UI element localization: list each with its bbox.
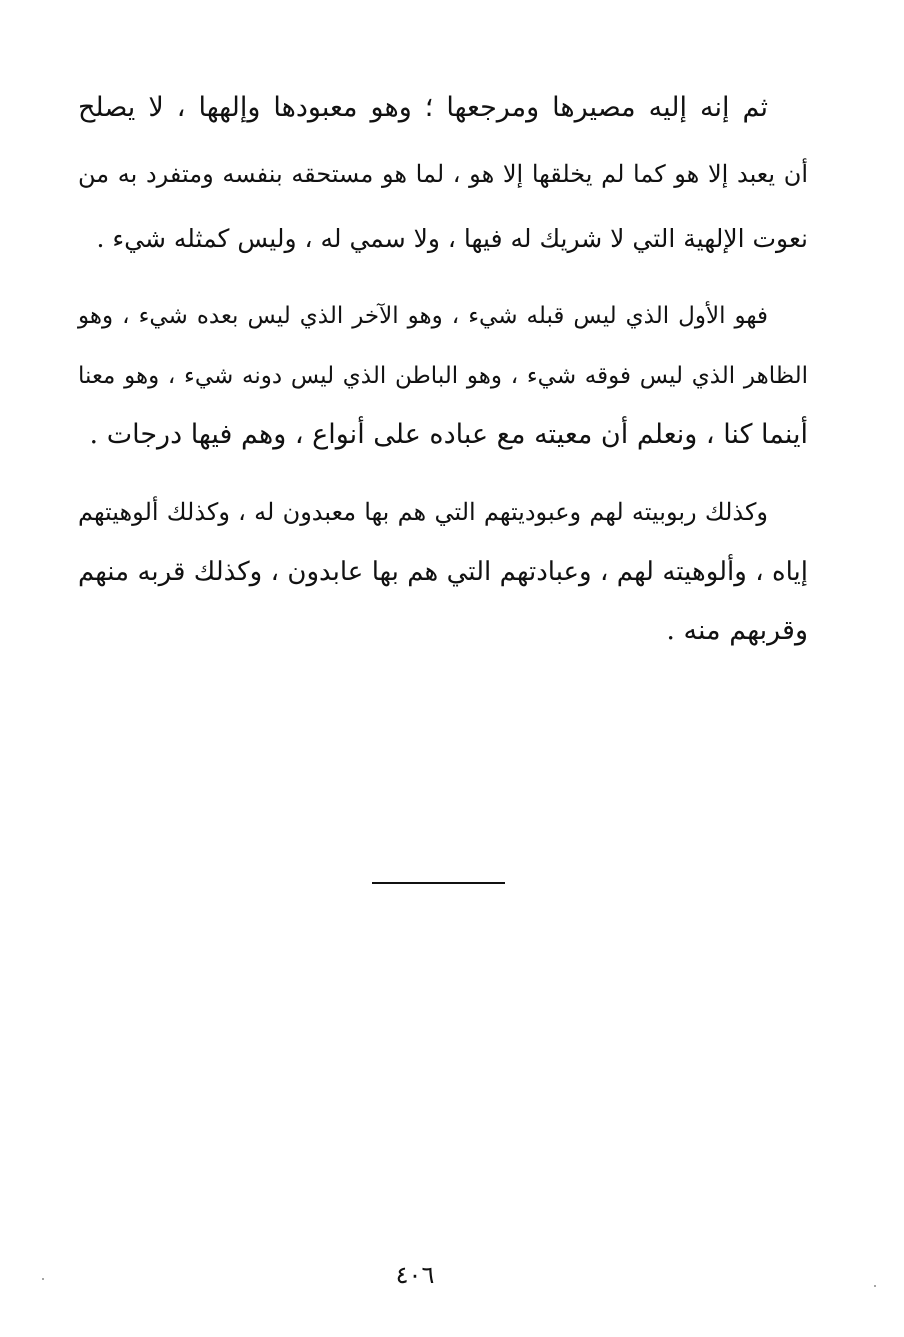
text-line: إياه ، وألوهيته لهم ، وعبادتهم التي هم بها عابدون ، وكذلك قربه منهم [78, 557, 808, 587]
section-divider [372, 882, 505, 884]
text-line: أينما كنا ، ونعلم أن معيته مع عباده على أنواع ، وهم فيها درجات . [89, 419, 808, 450]
text-line: نعوت الإلهية التي لا شريك له فيها ، ولا سمي له ، وليس كمثله شيء . [96, 224, 808, 253]
scan-speck [874, 1285, 876, 1287]
text-line: ثم إنه إليه مصيرها ومرجعها ؛ وهو معبودها وإلهها ، لا يصلح [78, 92, 768, 123]
text-line: أن يعبد إلا هو كما لم يخلقها إلا هو ، لما هو مستحقه بنفسه ومتفرد به من [78, 160, 808, 188]
text-line: الظاهر الذي ليس فوقه شيء ، وهو الباطن الذي ليس دونه شيء ، وهو معنا [78, 363, 808, 389]
text-line: فهو الأول الذي ليس قبله شيء ، وهو الآخر الذي ليس بعده شيء ، وهو [78, 303, 768, 329]
text-line: وكذلك ربوبيته لهم وعبوديتهم التي هم بها معبدون له ، وكذلك ألوهيتهم [78, 498, 768, 526]
scan-speck [42, 1278, 44, 1280]
page-number: ٤٠٦ [395, 1261, 435, 1289]
text-line: وقربهم منه . [666, 615, 808, 646]
